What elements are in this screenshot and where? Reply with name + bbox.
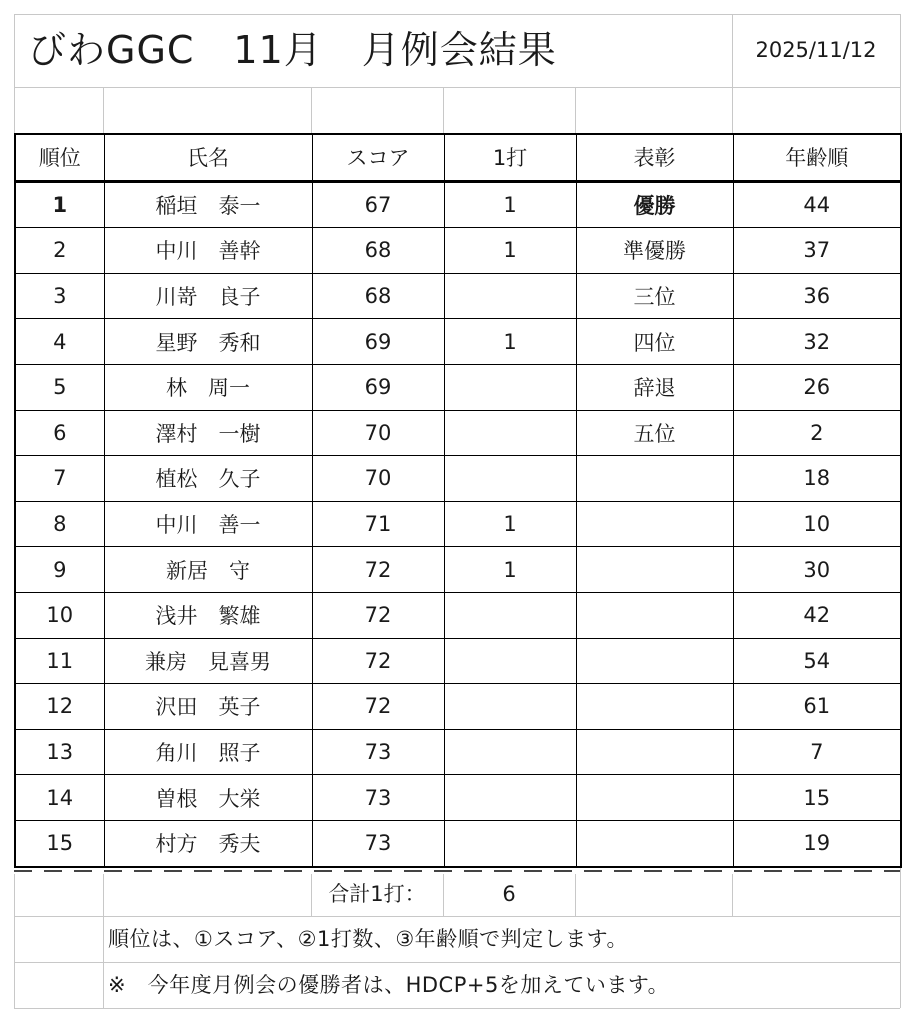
cell-age-order: 10 — [733, 501, 901, 547]
cell-name: 澤村 一樹 — [104, 410, 312, 456]
cell-age-order: 19 — [733, 820, 901, 866]
total-stroke-value: 6 — [502, 882, 516, 906]
table-row — [15, 501, 901, 547]
column-header-rank: 順位 — [15, 134, 104, 181]
cell-rank: 13 — [15, 729, 104, 775]
cell-age-order: 30 — [733, 547, 901, 593]
cell-award — [576, 638, 733, 684]
cell-score: 69 — [312, 364, 444, 410]
ranking-rule-note: 順位は、①スコア、②1打数、③年齢順で判定します。 — [108, 927, 628, 951]
cell-name: 浅井 繁雄 — [104, 592, 312, 638]
cell-stroke — [444, 273, 576, 319]
table-row — [15, 456, 901, 502]
cell-age-order: 61 — [733, 684, 901, 730]
cell-stroke — [444, 729, 576, 775]
cell-age-order: 18 — [733, 456, 901, 502]
column-header-score: スコア — [312, 134, 444, 181]
cell-score: 71 — [312, 501, 444, 547]
table-header-row — [15, 134, 901, 181]
cell-stroke — [444, 638, 576, 684]
cell-age-order: 2 — [733, 410, 901, 456]
table-row — [15, 638, 901, 684]
cell-score: 72 — [312, 592, 444, 638]
cell-award — [576, 592, 733, 638]
cell-name: 稲垣 泰一 — [104, 181, 312, 228]
cell-stroke: 1 — [444, 319, 576, 365]
cell-age-order: 44 — [733, 181, 901, 228]
cell-award: 三位 — [576, 273, 733, 319]
cell-age-order: 37 — [733, 228, 901, 274]
cell-rank: 11 — [15, 638, 104, 684]
cell-score: 73 — [312, 820, 444, 866]
table-row — [15, 273, 901, 319]
cell-stroke — [444, 364, 576, 410]
cell-award: 優勝 — [576, 181, 733, 228]
cell-award — [576, 501, 733, 547]
column-header-name: 氏名 — [104, 134, 312, 181]
cell-award — [576, 820, 733, 866]
column-header-age-order: 年齢順 — [733, 134, 901, 181]
cell-age-order: 7 — [733, 729, 901, 775]
cell-score: 70 — [312, 456, 444, 502]
table-row — [15, 592, 901, 638]
cell-stroke — [444, 456, 576, 502]
table-row — [15, 684, 901, 730]
cell-name: 中川 善幹 — [104, 228, 312, 274]
cell-score: 73 — [312, 729, 444, 775]
column-header-stroke: 1打 — [444, 134, 576, 181]
cell-name: 兼房 見喜男 — [104, 638, 312, 684]
cell-award — [576, 547, 733, 593]
cell-award: 準優勝 — [576, 228, 733, 274]
cell-stroke — [444, 684, 576, 730]
cell-rank: 12 — [15, 684, 104, 730]
column-header-award: 表彰 — [576, 134, 733, 181]
cell-rank: 5 — [15, 364, 104, 410]
cell-rank: 1 — [15, 181, 104, 228]
table-row — [15, 410, 901, 456]
cell-award — [576, 684, 733, 730]
cell-name: 川嵜 良子 — [104, 273, 312, 319]
hdcp-note: ※ 今年度月例会の優勝者は、HDCP+5を加えています。 — [108, 973, 670, 997]
cell-name: 角川 照子 — [104, 729, 312, 775]
cell-score: 70 — [312, 410, 444, 456]
cell-score: 72 — [312, 638, 444, 684]
cell-award — [576, 775, 733, 821]
cell-stroke — [444, 820, 576, 866]
cell-name: 村方 秀夫 — [104, 820, 312, 866]
cell-age-order: 32 — [733, 319, 901, 365]
cell-score: 67 — [312, 181, 444, 228]
cell-rank: 3 — [15, 273, 104, 319]
table-row — [15, 775, 901, 821]
cell-award: 四位 — [576, 319, 733, 365]
cell-rank: 4 — [15, 319, 104, 365]
cell-name: 曽根 大栄 — [104, 775, 312, 821]
cell-rank: 2 — [15, 228, 104, 274]
cell-award — [576, 729, 733, 775]
cell-rank: 15 — [15, 820, 104, 866]
table-row — [15, 181, 901, 228]
cell-award: 辞退 — [576, 364, 733, 410]
cell-stroke: 1 — [444, 228, 576, 274]
total-stroke-label: 合計1打： — [328, 882, 426, 906]
table-row — [15, 547, 901, 593]
cell-age-order: 42 — [733, 592, 901, 638]
cell-age-order: 54 — [733, 638, 901, 684]
cell-rank: 7 — [15, 456, 104, 502]
cell-rank: 10 — [15, 592, 104, 638]
cell-name: 中川 善一 — [104, 501, 312, 547]
cell-stroke: 1 — [444, 547, 576, 593]
table-row — [15, 364, 901, 410]
cell-age-order: 36 — [733, 273, 901, 319]
report-date: 2025/11/12 — [755, 38, 877, 62]
cell-stroke — [444, 592, 576, 638]
cell-rank: 9 — [15, 547, 104, 593]
cell-name: 星野 秀和 — [104, 319, 312, 365]
cell-score: 68 — [312, 228, 444, 274]
table-row — [15, 820, 901, 866]
cell-score: 73 — [312, 775, 444, 821]
table-row — [15, 228, 901, 274]
cell-score: 68 — [312, 273, 444, 319]
cell-name: 林 周一 — [104, 364, 312, 410]
page-title: びわGGC 11月 月例会結果 — [28, 28, 557, 72]
cell-award — [576, 456, 733, 502]
cell-stroke: 1 — [444, 501, 576, 547]
cell-score: 72 — [312, 684, 444, 730]
table-row — [15, 319, 901, 365]
cell-rank: 6 — [15, 410, 104, 456]
cell-score: 69 — [312, 319, 444, 365]
cell-award: 五位 — [576, 410, 733, 456]
cell-name: 新居 守 — [104, 547, 312, 593]
results-table — [14, 133, 902, 868]
cell-age-order: 15 — [733, 775, 901, 821]
cell-stroke — [444, 775, 576, 821]
cell-rank: 8 — [15, 501, 104, 547]
cell-age-order: 26 — [733, 364, 901, 410]
cell-name: 植松 久子 — [104, 456, 312, 502]
cell-name: 沢田 英子 — [104, 684, 312, 730]
cell-stroke: 1 — [444, 181, 576, 228]
table-row — [15, 729, 901, 775]
cell-rank: 14 — [15, 775, 104, 821]
cell-score: 72 — [312, 547, 444, 593]
cell-stroke — [444, 410, 576, 456]
